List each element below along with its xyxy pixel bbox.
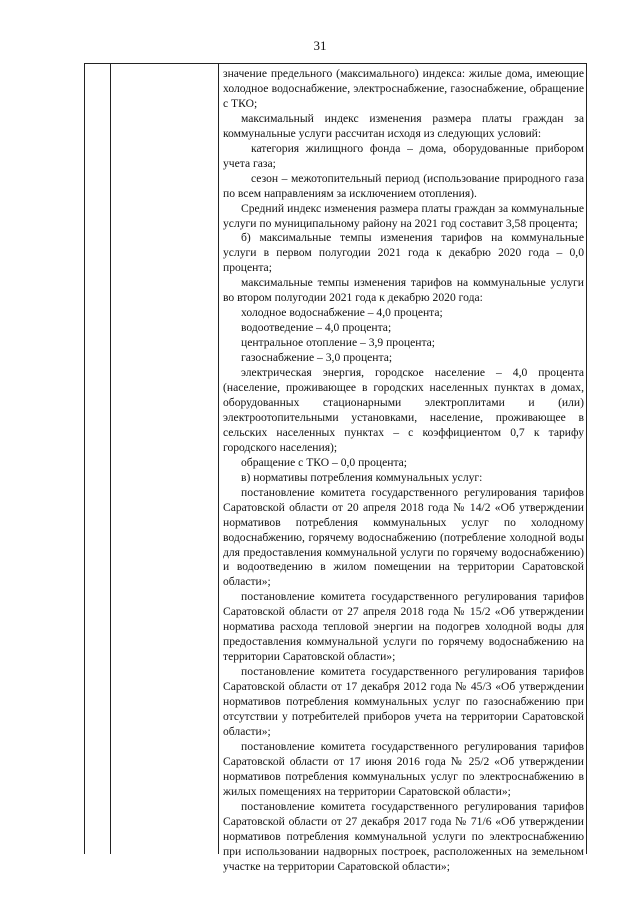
paragraph: водоотведение – 4,0 процента; (241, 321, 392, 335)
paragraph: категория жилищного фонда – дома, оборудованные прибором учета газа; (223, 141, 584, 170)
paragraph: центральное отопление – 3,9 процента; (241, 336, 436, 350)
document-table (84, 63, 587, 873)
paragraph: значение предельного (максимального) индекса: жилые дома, имеющие холодное водоснабжение, электроснабжение, газоснабжение, обращение с ТКО; (223, 67, 584, 110)
column-divider (110, 64, 111, 854)
paragraph: постановление комитета государственного регулирования тарифов Саратовской области от 17 декабря 2012 года № 45/3 «Об утверждении нормативов потребления коммунальных услуг по газоснабжению при отсутствии у потребителей приборов учета на территории Саратовской области»; (223, 665, 584, 738)
paragraph: постановление комитета государственного регулирования тарифов Саратовской области от 27 апреля 2018 года № 15/2 «Об утверждении норматива расхода тепловой энергии на подогрев холодной воды для предоставления коммунальной услуги по горячему водоснабжению на территории Саратовской области»; (223, 590, 584, 664)
paragraph: постановление комитета государственного регулирования тарифов Саратовской области от 20 апреля 2018 года № 14/2 «Об утверждении нормативов потребления коммунальных услуг по холодному водоснабжению, горячему водоснабжению (потребление холодной воды для предоставления коммунальной услуги по горячему водоснабжению) и водоотведению в жилом помещении на территории Саратовской области»; (223, 485, 584, 589)
column-divider (218, 64, 219, 854)
paragraph: максимальный индекс изменения размера платы граждан за коммунальные услуги рассчитан исходя из следующих условий: (223, 111, 584, 140)
paragraph: холодное водоснабжение – 4,0 процента; (241, 306, 443, 320)
paragraph: в) нормативы потребления коммунальных услуг: (241, 470, 483, 484)
paragraph: обращение с ТКО – 0,0 процента; (241, 455, 408, 469)
paragraph: постановление комитета государственного регулирования тарифов Саратовской области от 17 июня 2016 года № 25/2 «Об утверждении нормативов потребления коммунальных услуг по электроснабжению в жилых помещениях на территории Саратовской области»; (223, 739, 584, 798)
paragraph: газоснабжение – 3,0 процента; (241, 351, 393, 365)
paragraph: максимальные темпы изменения тарифов на коммунальные услуги во втором полугодии 2021 года к декабрю 2020 года: (223, 276, 584, 305)
text-cell (223, 67, 584, 874)
paragraph: постановление комитета государственного регулирования тарифов Саратовской области от 27 декабря 2017 года № 71/6 «Об утверждении нормативов потребления коммунальной услуги по электроснабжению при использовании надворных построек, расположенных на земельном участке на территории Саратовской области»; (223, 799, 584, 873)
paragraph: сезон – межотопительный период (использование природного газа по всем направлениям за исключением отопления). (223, 171, 584, 200)
paragraph: б) максимальные темпы изменения тарифов на коммунальные услуги в первом полугодии 2021 года к декабрю 2020 года – 0,0 процента; (223, 231, 584, 275)
page-number: 31 (313, 38, 327, 53)
paragraph: Средний индекс изменения размера платы граждан за коммунальные услуги по муниципальному району на 2021 год составит 3,58 процента; (223, 201, 584, 230)
paragraph: электрическая энергия, городское население – 4,0 процента (население, проживающее в городских населенных пунктах в домах, оборудованных стационарными электроплитами и (или) электроотопительными установками, население, проживающее в сельских населенных пунктах – с коэффициентом 0,7 к тарифу городского населения); (223, 366, 584, 454)
